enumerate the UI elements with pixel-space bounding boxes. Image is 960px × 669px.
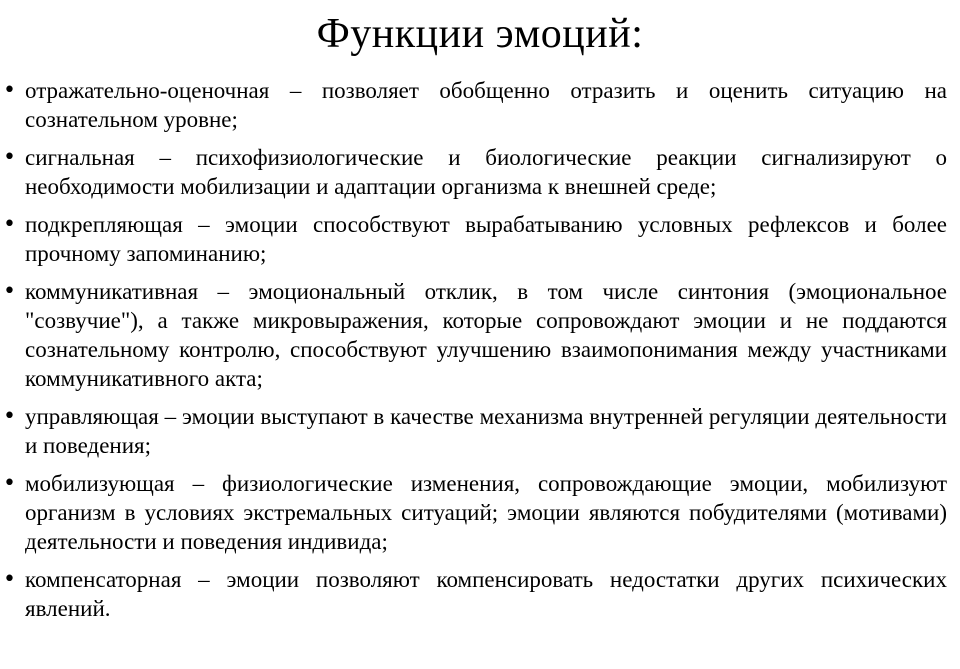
list-item — [0, 210, 960, 268]
list-item-text: коммуникативная – эмоциональный отклик, в том числе синтония (эмоциональное "созвучие"), а также микровыражения, которые сопровождают эмоции и не поддаются сознательному контролю, способствуют улучшению взаимопонимания между участниками коммуникативного акта; — [25, 279, 947, 391]
list-item — [0, 277, 960, 393]
list-item-text: подкрепляющая – эмоции способствуют вырабатыванию условных рефлексов и более прочному запоминанию; — [25, 212, 947, 266]
slide-title: Функции эмоций: — [316, 11, 644, 57]
list-item-text: компенсаторная – эмоции позволяют компенсировать недостатки других психических явлений. — [25, 567, 947, 621]
bullet-icon: • — [3, 212, 16, 237]
list-item — [0, 76, 960, 134]
list-item-text: сигнальная – психофизиологические и биологические реакции сигнализируют о необходимости мобилизации и адаптации организма к внешней среде; — [25, 145, 947, 199]
list-item-text: мобилизующая – физиологические изменения, сопровождающие эмоции, мобилизуют организм в условиях экстремальных ситуаций; эмоции являются побудителями (мотивами) деятельности и поведения индивида; — [25, 471, 947, 554]
list-item — [0, 402, 960, 460]
list-item — [0, 143, 960, 201]
functions-list — [0, 76, 960, 632]
bullet-icon: • — [3, 78, 16, 103]
list-item — [0, 469, 960, 556]
bullet-icon: • — [3, 279, 16, 304]
list-item-text: отражательно-оценочная – позволяет обобщенно отразить и оценить ситуацию на сознательном уровне; — [25, 78, 947, 132]
bullet-icon: • — [3, 471, 16, 496]
list-item-text: управляющая – эмоции выступают в качестве механизма внутренней регуляции деятельности и поведения; — [25, 404, 947, 458]
bullet-icon: • — [3, 404, 16, 429]
bullet-icon: • — [3, 145, 16, 170]
bullet-icon: • — [3, 567, 16, 592]
list-item — [0, 565, 960, 623]
